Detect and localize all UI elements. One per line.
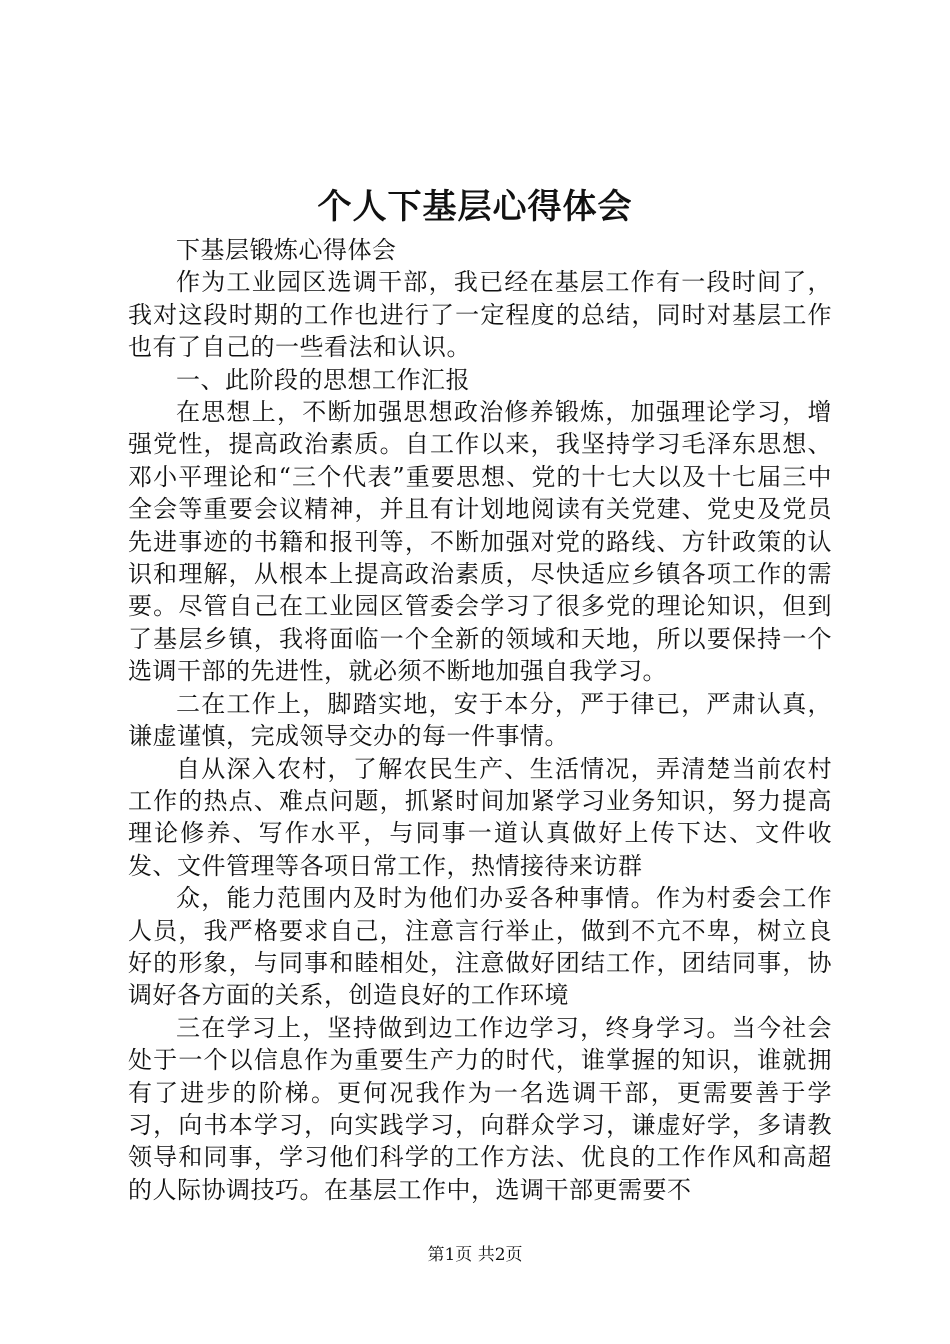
paragraph-rural-work: 自从深入农村，了解农民生产、生活情况，弄清楚当前农村工作的热点、难点问题，抓紧时间加紧学习业务知识，努力提高理论修养、写作水平，与同事一道认真做好上传下达、文件收发、文件管理等各项日常工作，热情接待来访群 [128,754,832,880]
section-heading-2: 二在工作上，脚踏实地，安于本分，严于律已，严肃认真，谦虚谨慎，完成领导交办的每一件事情。 [128,689,832,751]
paragraph-study: 三在学习上，坚持做到边工作边学习，终身学习。当今社会处于一个以信息作为重要生产力的时代，谁掌握的知识，谁就拥有了进步的阶梯。更何况我作为一名选调干部，更需要善于学习，向书本学习，向实践学习，向群众学习，谦虚好学，多请教领导和同事，学习他们科学的工作方法、优良的工作作风和高超的人际协调技巧。在基层工作中，选调干部更需要不 [128,1013,832,1204]
section-heading-1: 一、此阶段的思想工作汇报 [176,365,470,394]
document-body [128,234,832,1206]
paragraph-village-committee: 众，能力范围内及时为他们办妥各种事情。作为村委会工作人员，我严格要求自己，注意言行举止，做到不亢不卑，树立良好的形象，与同事和睦相处，注意做好团结工作，团结同事，协调好各方面的关系，创造良好的工作环境 [128,884,832,1010]
paragraph-thought: 在思想上，不断加强思想政治修养锻炼，加强理论学习，增强党性，提高政治素质。自工作以来，我坚持学习毛泽东思想、邓小平理论和“三个代表”重要思想、党的十七大以及十七届三中全会等重要会议精神，并且有计划地阅读有关党建、党史及党员先进事迹的书籍和报刊等，不断加强对党的路线、方针政策的认识和理解，从根本上提高政治素质，尽快适应乡镇各项工作的需要。尽管自己在工业园区管委会学习了很多党的理论知识，但到了基层乡镇，我将面临一个全新的领域和天地，所以要保持一个选调干部的先进性，就必须不断地加强自我学习。 [128,398,832,686]
paragraph-intro: 作为工业园区选调干部，我已经在基层工作有一段时间了，我对这段时期的工作也进行了一定程度的总结，同时对基层工作也有了自己的一些看法和认识。 [128,268,832,362]
document-title: 个人下基层心得体会 [317,187,633,227]
paragraph-subtitle: 下基层锻炼心得体会 [176,236,397,264]
page-number-footer: 第1页 共2页 [427,1245,523,1265]
